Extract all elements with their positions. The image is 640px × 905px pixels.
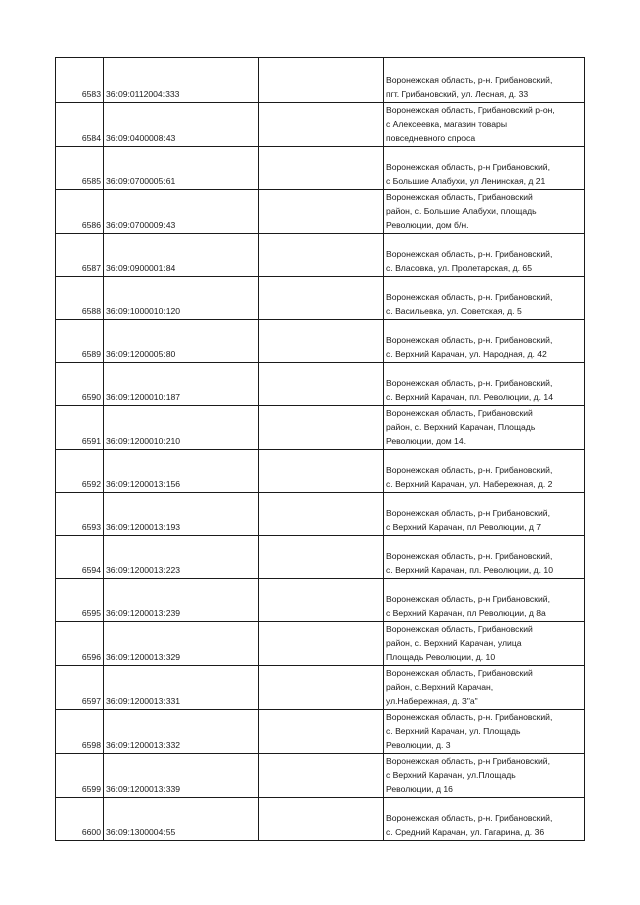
table-row [56,147,585,190]
address-cell: Воронежская область, р-н Грибановский, с Верхний Карачан, пл Революции, д 7 [384,493,585,536]
row-number-cell: 6587 [56,234,104,277]
cadastral-number-cell: 36:09:0112004:333 [104,58,259,103]
row-number-cell: 6594 [56,536,104,579]
empty-cell [259,536,384,579]
cadastral-number-cell: 36:09:1200013:329 [104,622,259,666]
table-row [56,277,585,320]
cadastral-number-cell: 36:09:1200010:210 [104,406,259,450]
address-cell: Воронежская область, р-н. Грибановский, с. Верхний Карачан, ул. Народная, д. 42 [384,320,585,363]
address-cell: Воронежская область, Грибановский р-он, с Алексеевка, магазин товары повседневного спроса [384,103,585,147]
empty-cell [259,363,384,406]
table-row [56,622,585,666]
empty-cell [259,406,384,450]
empty-cell [259,798,384,841]
row-number-cell: 6596 [56,622,104,666]
cadastral-number-cell: 36:09:0400008:43 [104,103,259,147]
cadastral-number-cell: 36:09:1200013:223 [104,536,259,579]
cadastral-number-cell: 36:09:1200013:156 [104,450,259,493]
row-number-cell: 6591 [56,406,104,450]
row-number-cell: 6599 [56,754,104,798]
empty-cell [259,493,384,536]
empty-cell [259,277,384,320]
row-number-cell: 6584 [56,103,104,147]
empty-cell [259,320,384,363]
row-number-cell: 6597 [56,666,104,710]
cadastral-number-cell: 36:09:0700009:43 [104,190,259,234]
cadastral-number-cell: 36:09:1200013:339 [104,754,259,798]
row-number-cell: 6600 [56,798,104,841]
cadastral-number-cell: 36:09:1200013:239 [104,579,259,622]
table-row [56,666,585,710]
table-row [56,450,585,493]
row-number-cell: 6586 [56,190,104,234]
cadastral-number-cell: 36:09:0900001:84 [104,234,259,277]
empty-cell [259,754,384,798]
address-cell: Воронежская область, р-н Грибановский, с Большие Алабухи, ул Ленинская, д 21 [384,147,585,190]
cadastral-number-cell: 36:09:1200010:187 [104,363,259,406]
table-row [56,320,585,363]
table-row [56,798,585,841]
table-row [56,710,585,754]
table-row [56,234,585,277]
table-row [56,363,585,406]
address-cell: Воронежская область, р-н. Грибановский, с. Верхний Карачан, пл. Революции, д. 10 [384,536,585,579]
empty-cell [259,58,384,103]
address-cell: Воронежская область, Грибановский район, с. Верхний Карачан, Площадь Революции, дом 14. [384,406,585,450]
row-number-cell: 6583 [56,58,104,103]
empty-cell [259,147,384,190]
row-number-cell: 6590 [56,363,104,406]
table-row [56,103,585,147]
empty-cell [259,103,384,147]
table-row [56,493,585,536]
empty-cell [259,710,384,754]
row-number-cell: 6585 [56,147,104,190]
address-cell: Воронежская область, Грибановский район, с. Верхний Карачан, улица Площадь Революции, д. 10 [384,622,585,666]
row-number-cell: 6589 [56,320,104,363]
row-number-cell: 6588 [56,277,104,320]
table-row [56,536,585,579]
table-row [56,579,585,622]
row-number-cell: 6595 [56,579,104,622]
empty-cell [259,622,384,666]
table-row [56,58,585,103]
address-cell: Воронежская область, р-н. Грибановский, с. Верхний Карачан, ул. Площадь Революции, д. 3 [384,710,585,754]
document-page [55,57,585,841]
address-cell: Воронежская область, р-н. Грибановский, с. Верхний Карачан, ул. Набережная, д. 2 [384,450,585,493]
cadastral-number-cell: 36:09:1200013:193 [104,493,259,536]
address-cell: Воронежская область, Грибановский район, с.Верхний Карачан, ул.Набережная, д. 3"а" [384,666,585,710]
address-cell: Воронежская область, Грибановский район, с. Большие Алабухи, площадь Революции, дом б/н. [384,190,585,234]
property-table [55,57,585,841]
address-cell: Воронежская область, р-н. Грибановский, с. Васильевка, ул. Советская, д. 5 [384,277,585,320]
address-cell: Воронежская область, р-н Грибановский, с Верхний Карачан, ул.Площадь Революции, д 16 [384,754,585,798]
property-table-body [56,58,585,841]
cadastral-number-cell: 36:09:1200013:331 [104,666,259,710]
table-row [56,754,585,798]
cadastral-number-cell: 36:09:1200005:80 [104,320,259,363]
empty-cell [259,234,384,277]
row-number-cell: 6593 [56,493,104,536]
row-number-cell: 6592 [56,450,104,493]
empty-cell [259,190,384,234]
address-cell: Воронежская область, р-н. Грибановский, с. Власовка, ул. Пролетарская, д. 65 [384,234,585,277]
cadastral-number-cell: 36:09:1200013:332 [104,710,259,754]
table-row [56,406,585,450]
row-number-cell: 6598 [56,710,104,754]
cadastral-number-cell: 36:09:0700005:61 [104,147,259,190]
address-cell: Воронежская область, р-н. Грибановский, с. Верхний Карачан, пл. Революции, д. 14 [384,363,585,406]
address-cell: Воронежская область, р-н Грибановский, с Верхний Карачан, пл Революции, д 8а [384,579,585,622]
empty-cell [259,579,384,622]
address-cell: Воронежская область, р-н. Грибановский, с. Средний Карачан, ул. Гагарина, д. 36 [384,798,585,841]
empty-cell [259,450,384,493]
address-cell: Воронежская область, р-н. Грибановский, пгт. Грибановский, ул. Лесная, д. 33 [384,58,585,103]
empty-cell [259,666,384,710]
table-row [56,190,585,234]
cadastral-number-cell: 36:09:1000010:120 [104,277,259,320]
cadastral-number-cell: 36:09:1300004:55 [104,798,259,841]
